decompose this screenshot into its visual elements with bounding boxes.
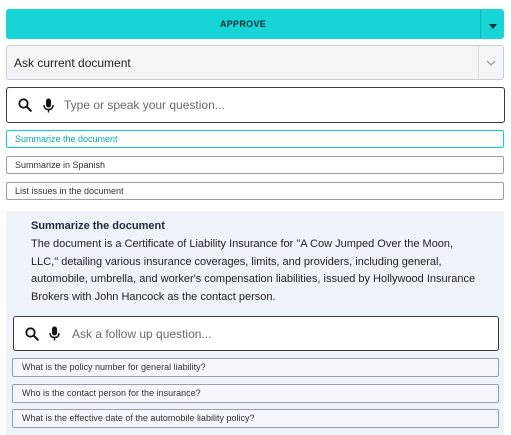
- microphone-icon[interactable]: [41, 98, 55, 113]
- followup-suggestion-effective-date[interactable]: What is the effective date of the automobile liability policy?: [12, 409, 499, 428]
- answer-text: The document is a Certificate of Liability Insurance for "A Cow Jumped Over the Moon, LLC," detailing various insurance coverages, limits, and providers, including general, automobile, umbrella, and worker's compensation liabilities, issued by Hollywood Insurance Brokers with John Hancock as the contact person.: [31, 238, 476, 303]
- question-input[interactable]: [64, 98, 504, 112]
- search-icon: [17, 98, 33, 112]
- followup-suggestion-policy-number[interactable]: What is the policy number for general liability?: [12, 358, 499, 377]
- search-icon: [25, 327, 41, 341]
- followup-suggestion-contact-person[interactable]: Who is the contact person for the insurance?: [12, 384, 499, 403]
- microphone-icon[interactable]: [49, 326, 63, 341]
- question-input-box: [6, 87, 505, 123]
- chevron-down-icon: [478, 46, 503, 79]
- suggestion-list-issues[interactable]: List issues in the document: [6, 182, 504, 200]
- approve-split-button: [6, 9, 504, 39]
- document-scope-value: Ask current document: [14, 55, 131, 70]
- followup-input-box: [13, 316, 499, 351]
- caret-down-icon: [489, 17, 497, 32]
- suggestion-summarize-spanish[interactable]: Summarize in Spanish: [6, 156, 504, 174]
- approve-button[interactable]: APPROVE: [6, 9, 480, 39]
- approve-options-button[interactable]: [480, 9, 504, 39]
- answer-title: Summarize the document: [31, 220, 165, 232]
- answer-panel: [6, 211, 504, 435]
- document-scope-select[interactable]: [6, 45, 504, 80]
- followup-input[interactable]: [72, 327, 498, 341]
- suggestion-summarize-document[interactable]: Summarize the document: [6, 130, 504, 148]
